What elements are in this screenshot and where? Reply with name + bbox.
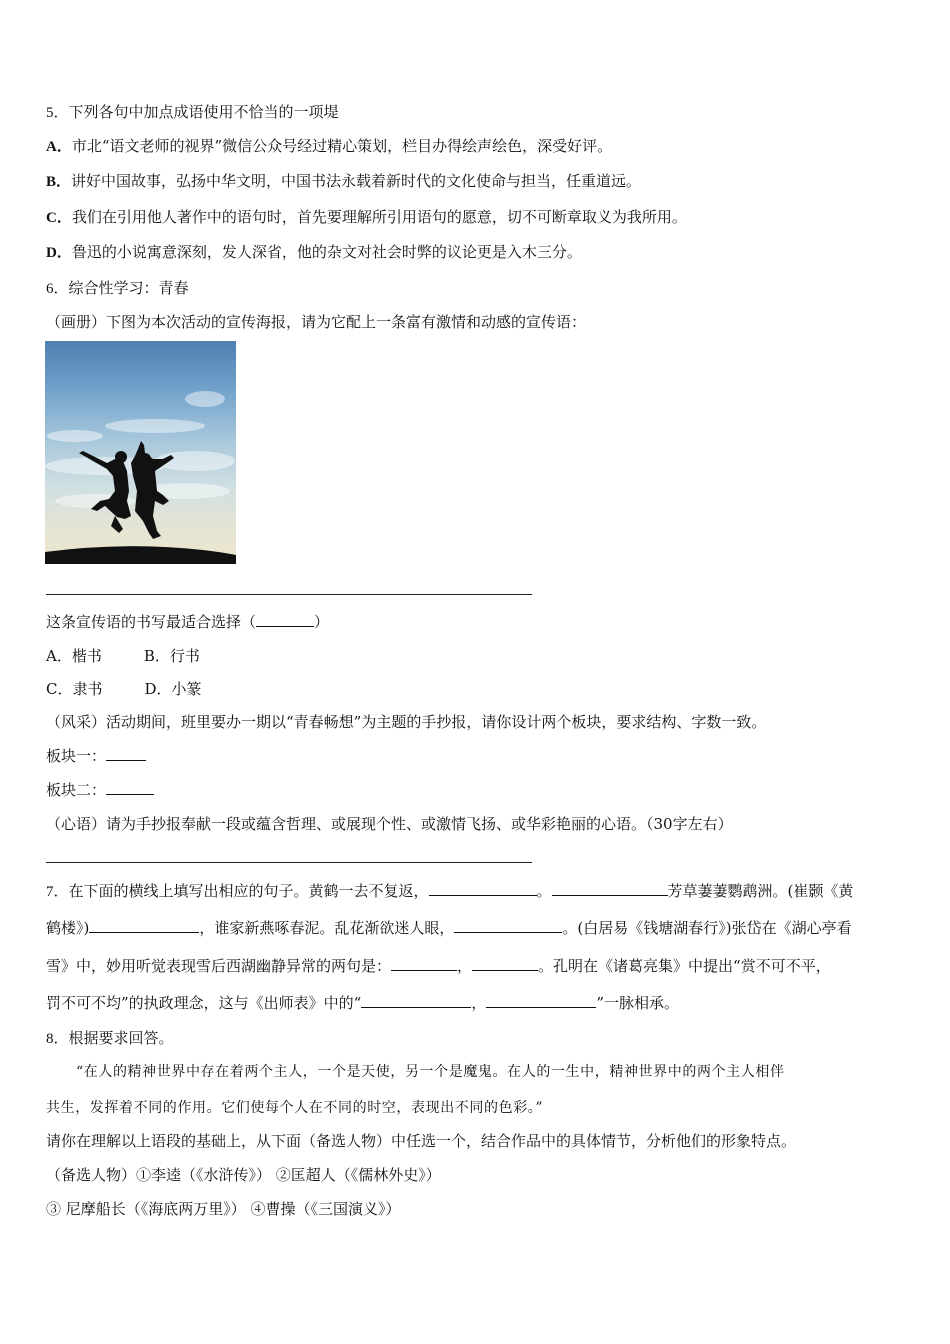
q7-blank-6[interactable]	[472, 956, 538, 971]
q7-text: ，	[457, 957, 473, 975]
q6-block1	[46, 746, 146, 766]
q5-number: 5．	[46, 105, 69, 121]
q6-huace-prompt: （画册）下图为本次活动的宣传海报，请为它配上一条富有激情和动感的宣传语：	[46, 313, 587, 331]
option-letter: A．	[46, 139, 72, 155]
q8-candidates-line2: ③ 尼摩船长（《海底两万里》） ④曹操（《三国演义》）	[46, 1200, 401, 1218]
block1-label: 板块一：	[46, 747, 107, 765]
q7-text: 。(白居易《钱塘湖春行》)张岱在《湖心亭看	[562, 919, 852, 937]
q7-blank-4[interactable]	[454, 918, 562, 933]
jumping-silhouette-icon	[45, 341, 236, 564]
q6-title	[46, 278, 189, 299]
q7-blank-2[interactable]	[552, 881, 668, 896]
q7-line2	[46, 918, 852, 938]
choice-b-text: 行书	[169, 647, 200, 665]
choice-d-letter: D．	[144, 680, 172, 698]
q7-number: 7．	[46, 884, 69, 900]
q7-text: 。	[536, 882, 552, 900]
q7-line1	[46, 881, 853, 902]
q6-number: 6．	[46, 281, 69, 297]
option-letter: C．	[46, 210, 72, 226]
q7-text: 芳草萋萋鹦鹉洲。(崔颢《黄	[667, 882, 854, 900]
block1-blank[interactable]	[106, 746, 146, 761]
q7-blank-1[interactable]	[429, 881, 537, 896]
q6-choices-row1	[46, 646, 200, 666]
option-text: 市北“语文老师的视界”微信公众号经过精心策划，栏目办得绘声绘色，深受好评。	[71, 137, 613, 155]
choose-prompt-close: ）	[314, 613, 330, 631]
q5-stem	[46, 102, 339, 123]
q5-option-b	[46, 171, 641, 192]
q6-choose-prompt	[46, 612, 329, 632]
choice-c-letter: C．	[46, 680, 73, 698]
q8-quote-line2: 共生，发挥着不同的作用。它们使每个人在不同的时空，表现出不同的色彩。”	[46, 1100, 544, 1116]
q7-text: ，谁家新燕啄春泥。乱花渐欲迷人眼，	[199, 919, 455, 937]
q7-text: ”一脉相承。	[596, 994, 680, 1012]
q5-option-d	[46, 242, 582, 263]
q8-instruction: 请你在理解以上语段的基础上，从下面（备选人物）中任选一个，结合作品中的具体情节，分析他们的形象特点。	[46, 1132, 797, 1150]
q7-text: ，	[471, 994, 487, 1012]
block2-blank[interactable]	[106, 780, 154, 795]
q6-block2	[46, 780, 154, 800]
q7-text: 。孔明在《诸葛亮集》中提出“赏不可不平，	[538, 957, 831, 975]
answer-line-slogan[interactable]	[46, 594, 532, 595]
poster-image	[45, 341, 236, 564]
q7-line3	[46, 956, 831, 976]
q8-quote-line1: “在人的精神世界中存在着两个主人，一个是天使，另一个是魔鬼。在人的一生中，精神世界中的两个主人相伴	[76, 1064, 785, 1080]
q8-title-text: 根据要求回答。	[68, 1029, 174, 1047]
option-letter: D．	[46, 245, 72, 261]
q6-fengcai-prompt: （风采）活动期间，班里要办一期以“青春畅想”为主题的手抄报，请你设计两个板块，要求结构、字数一致。	[46, 713, 767, 731]
q7-blank-7[interactable]	[361, 993, 471, 1008]
q7-text: 在下面的横线上填写出相应的句子。黄鹤一去不复返，	[68, 882, 429, 900]
q7-text: 雪》中，妙用听觉表现雪后西湖幽静异常的两句是：	[46, 957, 392, 975]
q6-title-text: 综合性学习：青春	[68, 279, 189, 297]
q7-blank-3[interactable]	[89, 918, 199, 933]
choice-a-letter: A．	[46, 647, 72, 665]
q6-choices-row2	[46, 679, 202, 699]
q7-text: 罚不可不均”的执政理念，这与《出师表》中的“	[46, 994, 362, 1012]
q5-option-a	[46, 136, 612, 157]
answer-line-xinyu[interactable]	[46, 862, 532, 863]
q5-stem-text: 下列各句中加点成语使用不恰当的一项堤	[68, 103, 339, 121]
answer-blank[interactable]	[256, 612, 314, 627]
q5-option-c	[46, 207, 687, 228]
choice-c-text: 隶书	[72, 680, 103, 698]
q8-candidates-line1: （备选人物）①李逵（《水浒传》） ②匡超人（《儒林外史》）	[46, 1166, 441, 1184]
option-text: 我们在引用他人著作中的语句时，首先要理解所引用语句的愿意，切不可断章取义为我所用。	[71, 208, 687, 226]
choice-b-letter: B．	[143, 647, 170, 665]
q6-xinyu-prompt: （心语）请为手抄报奉献一段或蕴含哲理、或展现个性、或激情飞扬、或华彩艳丽的心语。（30字左右）	[46, 815, 733, 833]
q7-blank-8[interactable]	[486, 993, 596, 1008]
q8-title	[46, 1028, 174, 1049]
choice-a-text: 楷书	[71, 647, 102, 665]
option-text: 讲好中国故事，弘扬中华文明，中国书法永载着新时代的文化使命与担当，任重道远。	[71, 172, 642, 190]
choice-d-text: 小篆	[171, 680, 202, 698]
option-text: 鲁迅的小说寓意深刻，发人深省，他的杂文对社会时弊的议论更是入木三分。	[71, 243, 582, 261]
q7-text: 鹤楼》)	[46, 919, 90, 937]
q8-number: 8．	[46, 1031, 69, 1047]
q7-blank-5[interactable]	[391, 956, 457, 971]
block2-label: 板块二：	[46, 781, 107, 799]
q7-line4	[46, 993, 679, 1013]
option-letter: B．	[46, 174, 72, 190]
choose-prompt-text: 这条宣传语的书写最适合选择（	[46, 613, 257, 631]
